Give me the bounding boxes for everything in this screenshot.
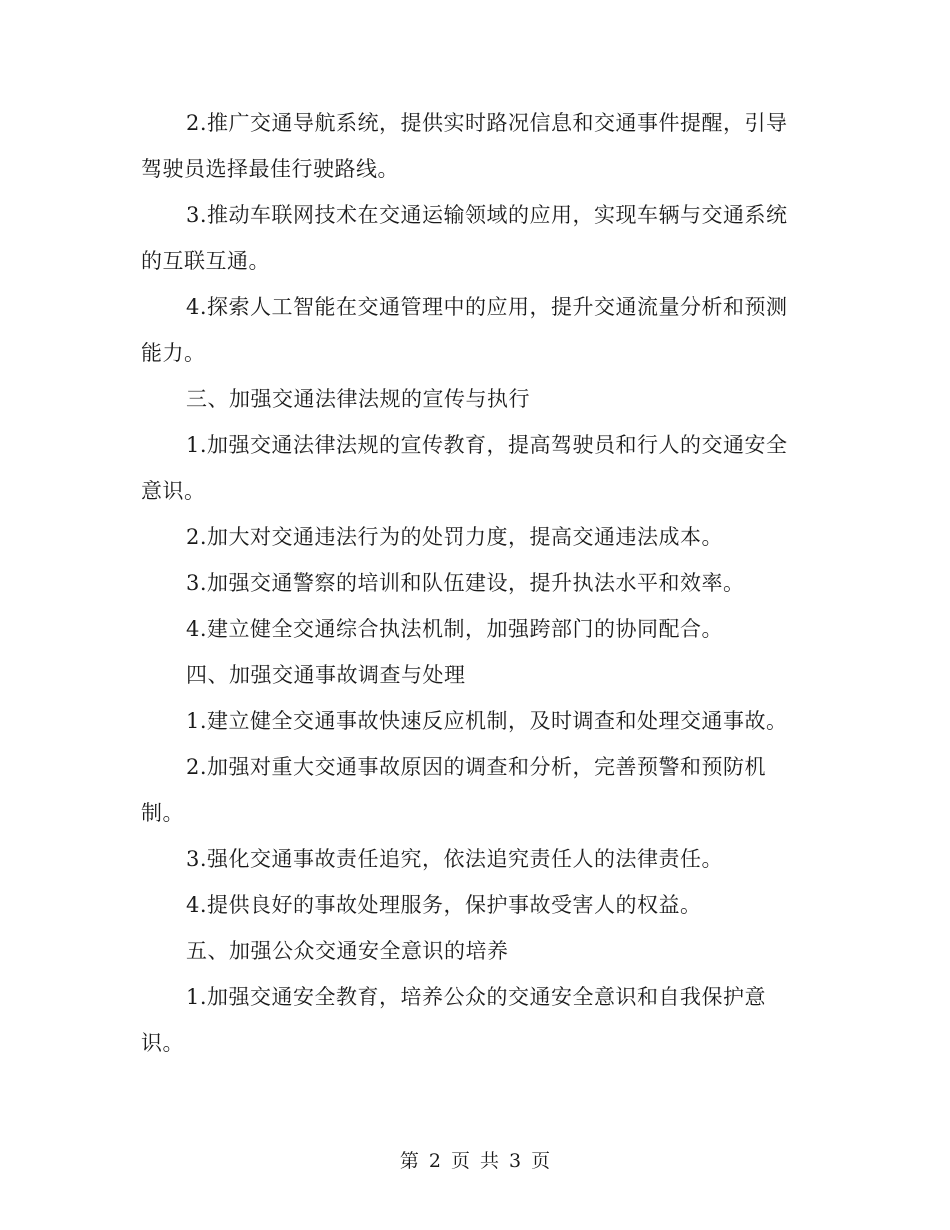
document-body bbox=[141, 100, 797, 1066]
page-footer: 第 2 页 共 3 页 bbox=[399, 1150, 551, 1172]
paragraph-item-3-2: 2.加大对交通违法行为的处罚力度，提高交通违法成本。 bbox=[186, 525, 724, 549]
paragraph-item-5-1: 1.加强交通安全教育，培养公众的交通安全意识和自我保护意识。 bbox=[141, 985, 767, 1055]
paragraph-item-2: 2.推广交通导航系统，提供实时路况信息和交通事件提醒，引导驾驶员选择最佳行驶路线。 bbox=[141, 111, 788, 181]
section-heading-5: 五、加强公众交通安全意识的培养 bbox=[186, 939, 509, 963]
paragraph-item-3-3: 3.加强交通警察的培训和队伍建设，提升执法水平和效率。 bbox=[186, 571, 745, 595]
paragraph-item-4: 4.探索人工智能在交通管理中的应用，提升交通流量分析和预测能力。 bbox=[141, 295, 788, 365]
paragraph-item-3-4: 4.建立健全交通综合执法机制，加强跨部门的协同配合。 bbox=[186, 617, 724, 641]
section-heading-3: 三、加强交通法律法规的宣传与执行 bbox=[186, 387, 530, 411]
paragraph-item-4-1: 1.建立健全交通事故快速反应机制，及时调查和处理交通事故。 bbox=[186, 709, 788, 733]
paragraph-item-3: 3.推动车联网技术在交通运输领域的应用，实现车辆与交通系统的互联互通。 bbox=[141, 203, 788, 273]
paragraph-item-4-4: 4.提供良好的事故处理服务，保护事故受害人的权益。 bbox=[186, 893, 702, 917]
section-heading-4: 四、加强交通事故调查与处理 bbox=[186, 663, 466, 687]
paragraph-item-4-2: 2.加强对重大交通事故原因的调查和分析，完善预警和预防机制。 bbox=[141, 755, 767, 825]
paragraph-item-4-3: 3.强化交通事故责任追究，依法追究责任人的法律责任。 bbox=[186, 847, 724, 871]
paragraph-item-3-1: 1.加强交通法律法规的宣传教育，提高驾驶员和行人的交通安全意识。 bbox=[141, 433, 788, 503]
